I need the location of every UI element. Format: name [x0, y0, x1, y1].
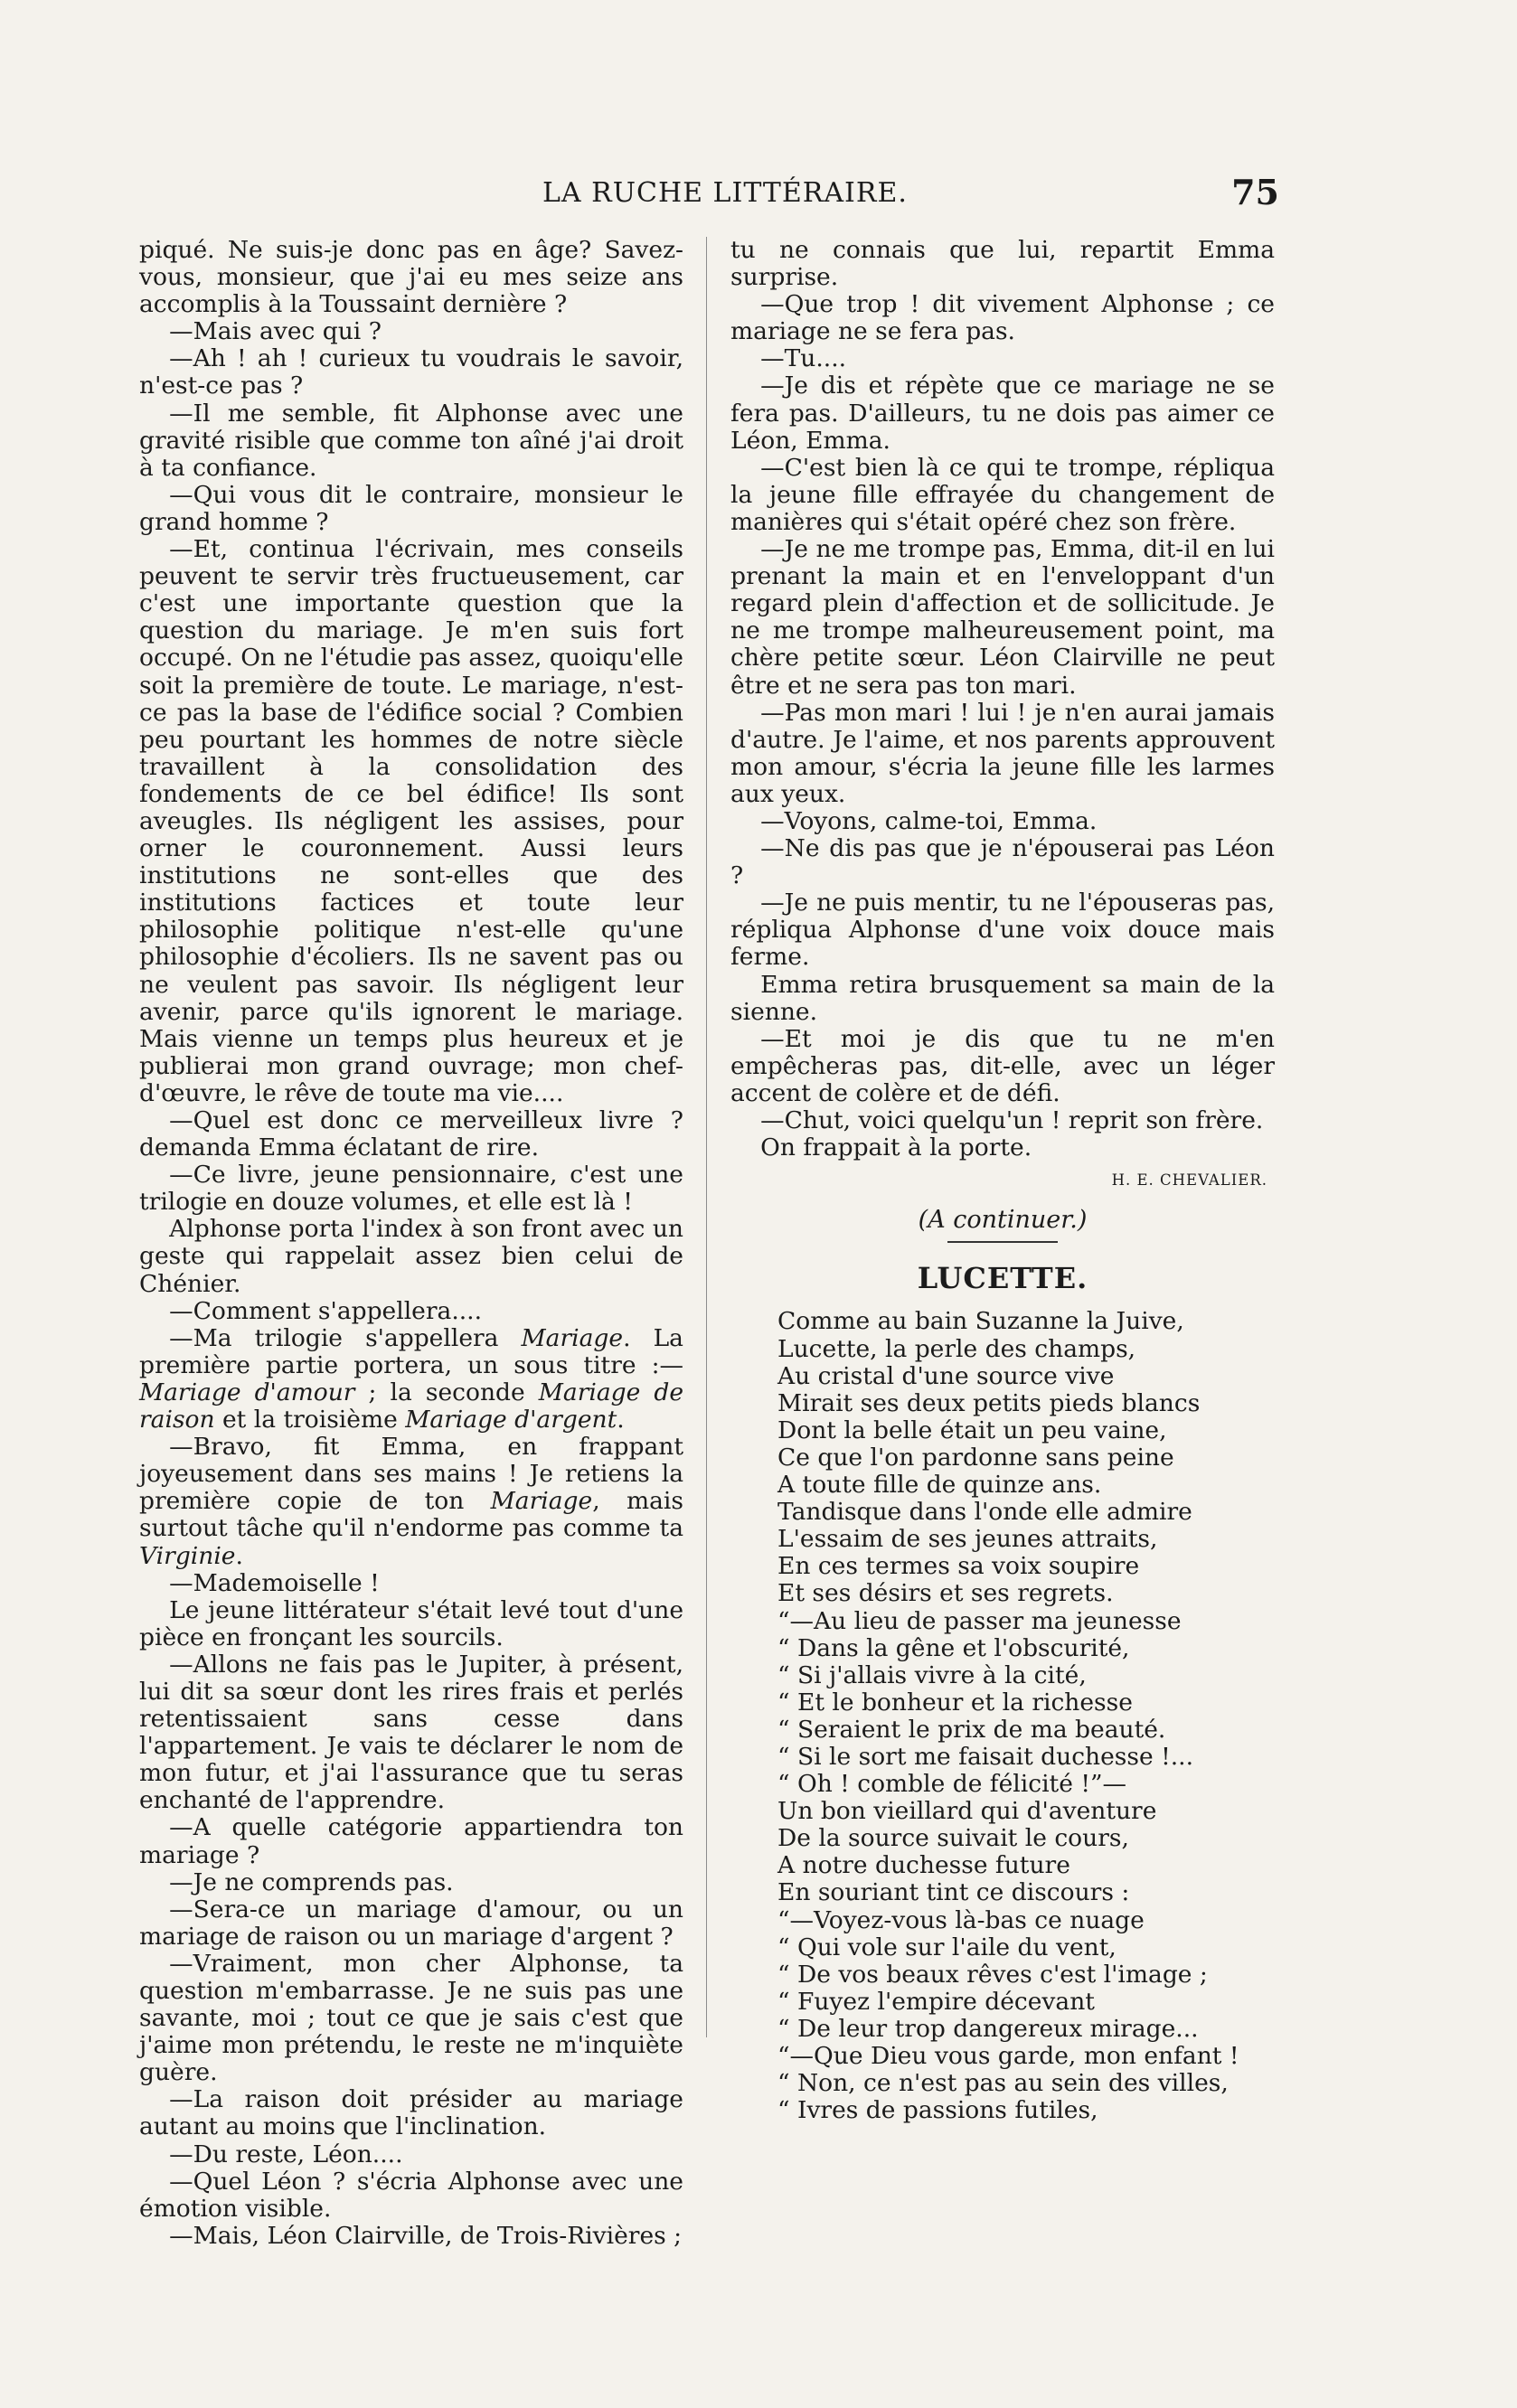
poem-line: “ Oh ! comble de félicité !”— — [777, 1770, 1127, 1799]
paragraph: —Tu.... — [760, 344, 847, 373]
paragraph: —Bravo, fit Emma, en frappant joyeusement dans ses mains ! Je retiens la première copie de ton Mariage, mais surtout tâche qu'il n'endorme pas comme ta Virginie. — [139, 1433, 683, 1570]
poem-line: “ Fuyez l'empire décevant — [777, 1987, 1095, 2016]
paragraph: —Il me semble, fit Alphonse avec une gravité risible que comme ton aîné j'ai droit à ta confiance. — [139, 399, 683, 482]
paragraph: Emma retira brusquement sa main de la sienne. — [730, 970, 1275, 1026]
paragraph: —Mademoiselle ! — [169, 1568, 380, 1597]
column-divider — [706, 237, 707, 2037]
paragraph: —C'est bien là ce qui te trompe, répliqua la jeune fille effrayée du changement de manières qui s'était opéré chez son frère. — [730, 453, 1275, 536]
paragraph: —Je ne puis mentir, tu ne l'épouseras pas, répliqua Alphonse d'une voix douce mais ferme. — [730, 889, 1275, 972]
paragraph: —Pas mon mari ! lui ! je n'en aurai jamais d'autre. Je l'aime, et nos parents approuvent mon amour, s'écria la jeune fille les larmes aux yeux. — [730, 698, 1275, 808]
poem-line: “—Que Dieu vous garde, mon enfant ! — [777, 2042, 1239, 2070]
paragraph: —Vraiment, mon cher Alphonse, ta question m'embarrasse. Je ne suis pas une savante, moi ; tout ce que je sais c'est que j'aime mon prétendu, le reste ne m'inquiète guère. — [139, 1949, 683, 2087]
right-column — [730, 237, 1275, 2124]
poem-line: A toute fille de quinze ans. — [777, 1471, 1102, 1500]
paragraph: —La raison doit présider au mariage autant au moins que l'inclination. — [139, 2085, 683, 2141]
paragraph: —Sera-ce un mariage d'amour, ou un mariage de raison ou un mariage d'argent ? — [139, 1895, 683, 1951]
poem-line: Tandisque dans l'onde elle admire — [777, 1498, 1192, 1527]
paragraph: —A quelle catégorie appartiendra ton mariage ? — [139, 1813, 683, 1869]
paragraph: On frappait à la porte. — [760, 1133, 1032, 1162]
paragraph: Alphonse porta l'index à son front avec un geste qui rappelait assez bien celui de Chénier. — [139, 1215, 683, 1298]
poem-line: “ Si le sort me faisait duchesse !... — [777, 1742, 1194, 1771]
poem-line: En ces termes sa voix soupire — [777, 1552, 1140, 1581]
paragraph: —Ce livre, jeune pensionnaire, c'est une trilogie en douze volumes, et elle est là ! — [139, 1161, 683, 1217]
paragraph: —Quel est donc ce merveilleux livre ? demanda Emma éclatant de rire. — [139, 1106, 683, 1162]
poem-line: A notre duchesse future — [777, 1851, 1070, 1880]
poem-line: “ Non, ce n'est pas au sein des villes, — [777, 2069, 1229, 2098]
paragraph: Le jeune littérateur s'était levé tout d'une pièce en fronçant les sourcils. — [139, 1595, 683, 1651]
poem-line: Mirait ses deux petits pieds blancs — [777, 1388, 1201, 1417]
poem-line: “ De vos beaux rêves c'est l'image ; — [777, 1960, 1208, 1989]
poem-line: “ Qui vole sur l'aile du vent, — [777, 1933, 1117, 1961]
paragraph: —Ma trilogie s'appellera Mariage. La première partie portera, un sous titre :—Mariage d'amour ; la seconde Mariage de raison et la troisième Mariage d'argent. — [139, 1323, 684, 1434]
poem-line: En souriant tint ce discours : — [777, 1878, 1130, 1907]
left-column — [139, 237, 683, 2250]
paragraph: —Quel Léon ? s'écria Alphonse avec une émotion visible. — [139, 2167, 683, 2223]
section-divider — [947, 1241, 1058, 1243]
page-number: 75 — [1231, 172, 1279, 212]
poem-line: Un bon vieillard qui d'aventure — [777, 1797, 1157, 1826]
poem-line: Ce que l'on pardonne sans peine — [777, 1443, 1174, 1472]
paragraph: —Voyons, calme-toi, Emma. — [760, 806, 1098, 835]
to-be-continued-note: (A continuer.) — [918, 1206, 1088, 1235]
paragraph: —Ne dis pas que je n'épouserai pas Léon ? — [730, 834, 1275, 890]
paragraph: —Mais, Léon Clairville, de Trois-Rivières ; — [169, 2221, 683, 2250]
poem-line: “ De leur trop dangereux mirage... — [777, 2014, 1199, 2043]
poem-line: “—Au lieu de passer ma jeunesse — [777, 1606, 1182, 1635]
poem-line: Au cristal d'une source vive — [777, 1361, 1115, 1390]
poem-line: Comme au bain Suzanne la Juive, — [777, 1307, 1184, 1336]
poem-line: De la source suivait le cours, — [777, 1824, 1129, 1853]
poem-line: Lucette, la perle des champs, — [777, 1334, 1136, 1363]
paragraph: —Et, continua l'écrivain, mes conseils peuvent te servir très fructueusement, car c'est une importante question que la question du mariage. Je m'en suis fort occupé. On ne l'étudie pas assez, quoiqu'elle soit la première de toute. Le mariage, n'est-ce pas la base de l'édifice social ? Combien peu pourtant les hommes de notre siècle travaillent à la consolidation des fondements de ce bel édifice! Ils sont aveugles. Ils négligent les assises, pour orner le couronnement. Aussi leurs institutions ne sont-elles que des institutions factices et toute leur philosophie politique n'est-elle qu'une philosophie d'écoliers. Ils ne savent pas ou ne veulent pas savoir. Ils négligent leur avenir, parce qu'ils ignorent le mariage. Mais vienne un temps plus heureux et je publierai mon grand ouvrage; mon chef-d'œuvre, le rêve de toute ma vie.... — [139, 535, 683, 1107]
poem-line: Dont la belle était un peu vaine, — [777, 1416, 1167, 1444]
paragraph: —Je ne comprends pas. — [169, 1867, 454, 1896]
paragraph: —Comment s'appellera.... — [169, 1296, 483, 1325]
poem-line: “ Seraient le prix de ma beauté. — [777, 1715, 1166, 1744]
poem-line: Et ses désirs et ses regrets. — [777, 1579, 1114, 1608]
paragraph: —Chut, voici quelqu'un ! reprit son frère. — [760, 1106, 1264, 1134]
poem-line: “ Dans la gêne et l'obscurité, — [777, 1633, 1130, 1662]
author-signature: H. E. CHEVALIER. — [1111, 1171, 1267, 1190]
poem — [777, 1308, 1275, 2124]
paragraph: —Ah ! ah ! curieux tu voudrais le savoir, n'est-ce pas ? — [139, 344, 683, 400]
paragraph: piqué. Ne suis-je donc pas en âge? Savez-vous, monsieur, que j'ai eu mes seize ans accomplis à la Toussaint dernière ? — [139, 236, 683, 319]
paragraph: —Je dis et répète que ce mariage ne se fera pas. D'ailleurs, tu ne dois pas aimer ce Léon, Emma. — [730, 372, 1275, 455]
poem-title: LUCETTE. — [917, 1261, 1088, 1296]
poem-line: L'essaim de ses jeunes attraits, — [777, 1525, 1158, 1554]
paragraph: —Je ne me trompe pas, Emma, dit-il en lui prenant la main et en l'enveloppant d'un regard plein d'affection et de sollicitude. Je ne me trompe malheureusement point, ma chère petite sœur. Léon Clairville ne peut être et ne sera pas ton mari. — [730, 535, 1275, 700]
paragraph: —Du reste, Léon.... — [169, 2140, 403, 2168]
paragraph: —Et moi je dis que tu ne m'en empêcheras pas, dit-elle, avec un léger accent de colère et de défi. — [730, 1024, 1275, 1107]
poem-line: “ Et le bonheur et la richesse — [777, 1688, 1133, 1717]
paragraph: —Que trop ! dit vivement Alphonse ; ce mariage ne se fera pas. — [730, 290, 1275, 346]
paragraph: —Qui vous dit le contraire, monsieur le grand homme ? — [139, 480, 683, 536]
paragraph: —Allons ne fais pas le Jupiter, à présent, lui dit sa sœur dont les rires frais et perlés retentissaient sans cesse dans l'appartement. Je vais te déclarer le nom de mon futur, et j'ai l'assurance que tu seras enchanté de l'apprendre. — [139, 1650, 683, 1815]
running-title: LA RUCHE LITTÉRAIRE. — [542, 177, 908, 209]
paragraph: tu ne connais que lui, repartit Emma surprise. — [730, 236, 1275, 292]
poem-line: “—Voyez-vous là-bas ce nuage — [777, 1905, 1145, 1934]
paragraph: —Mais avec qui ? — [169, 317, 382, 346]
page-header — [145, 172, 1279, 217]
poem-line: “ Ivres de passions futiles, — [777, 2096, 1098, 2125]
poem-line: “ Si j'allais vivre à la cité, — [777, 1660, 1087, 1689]
